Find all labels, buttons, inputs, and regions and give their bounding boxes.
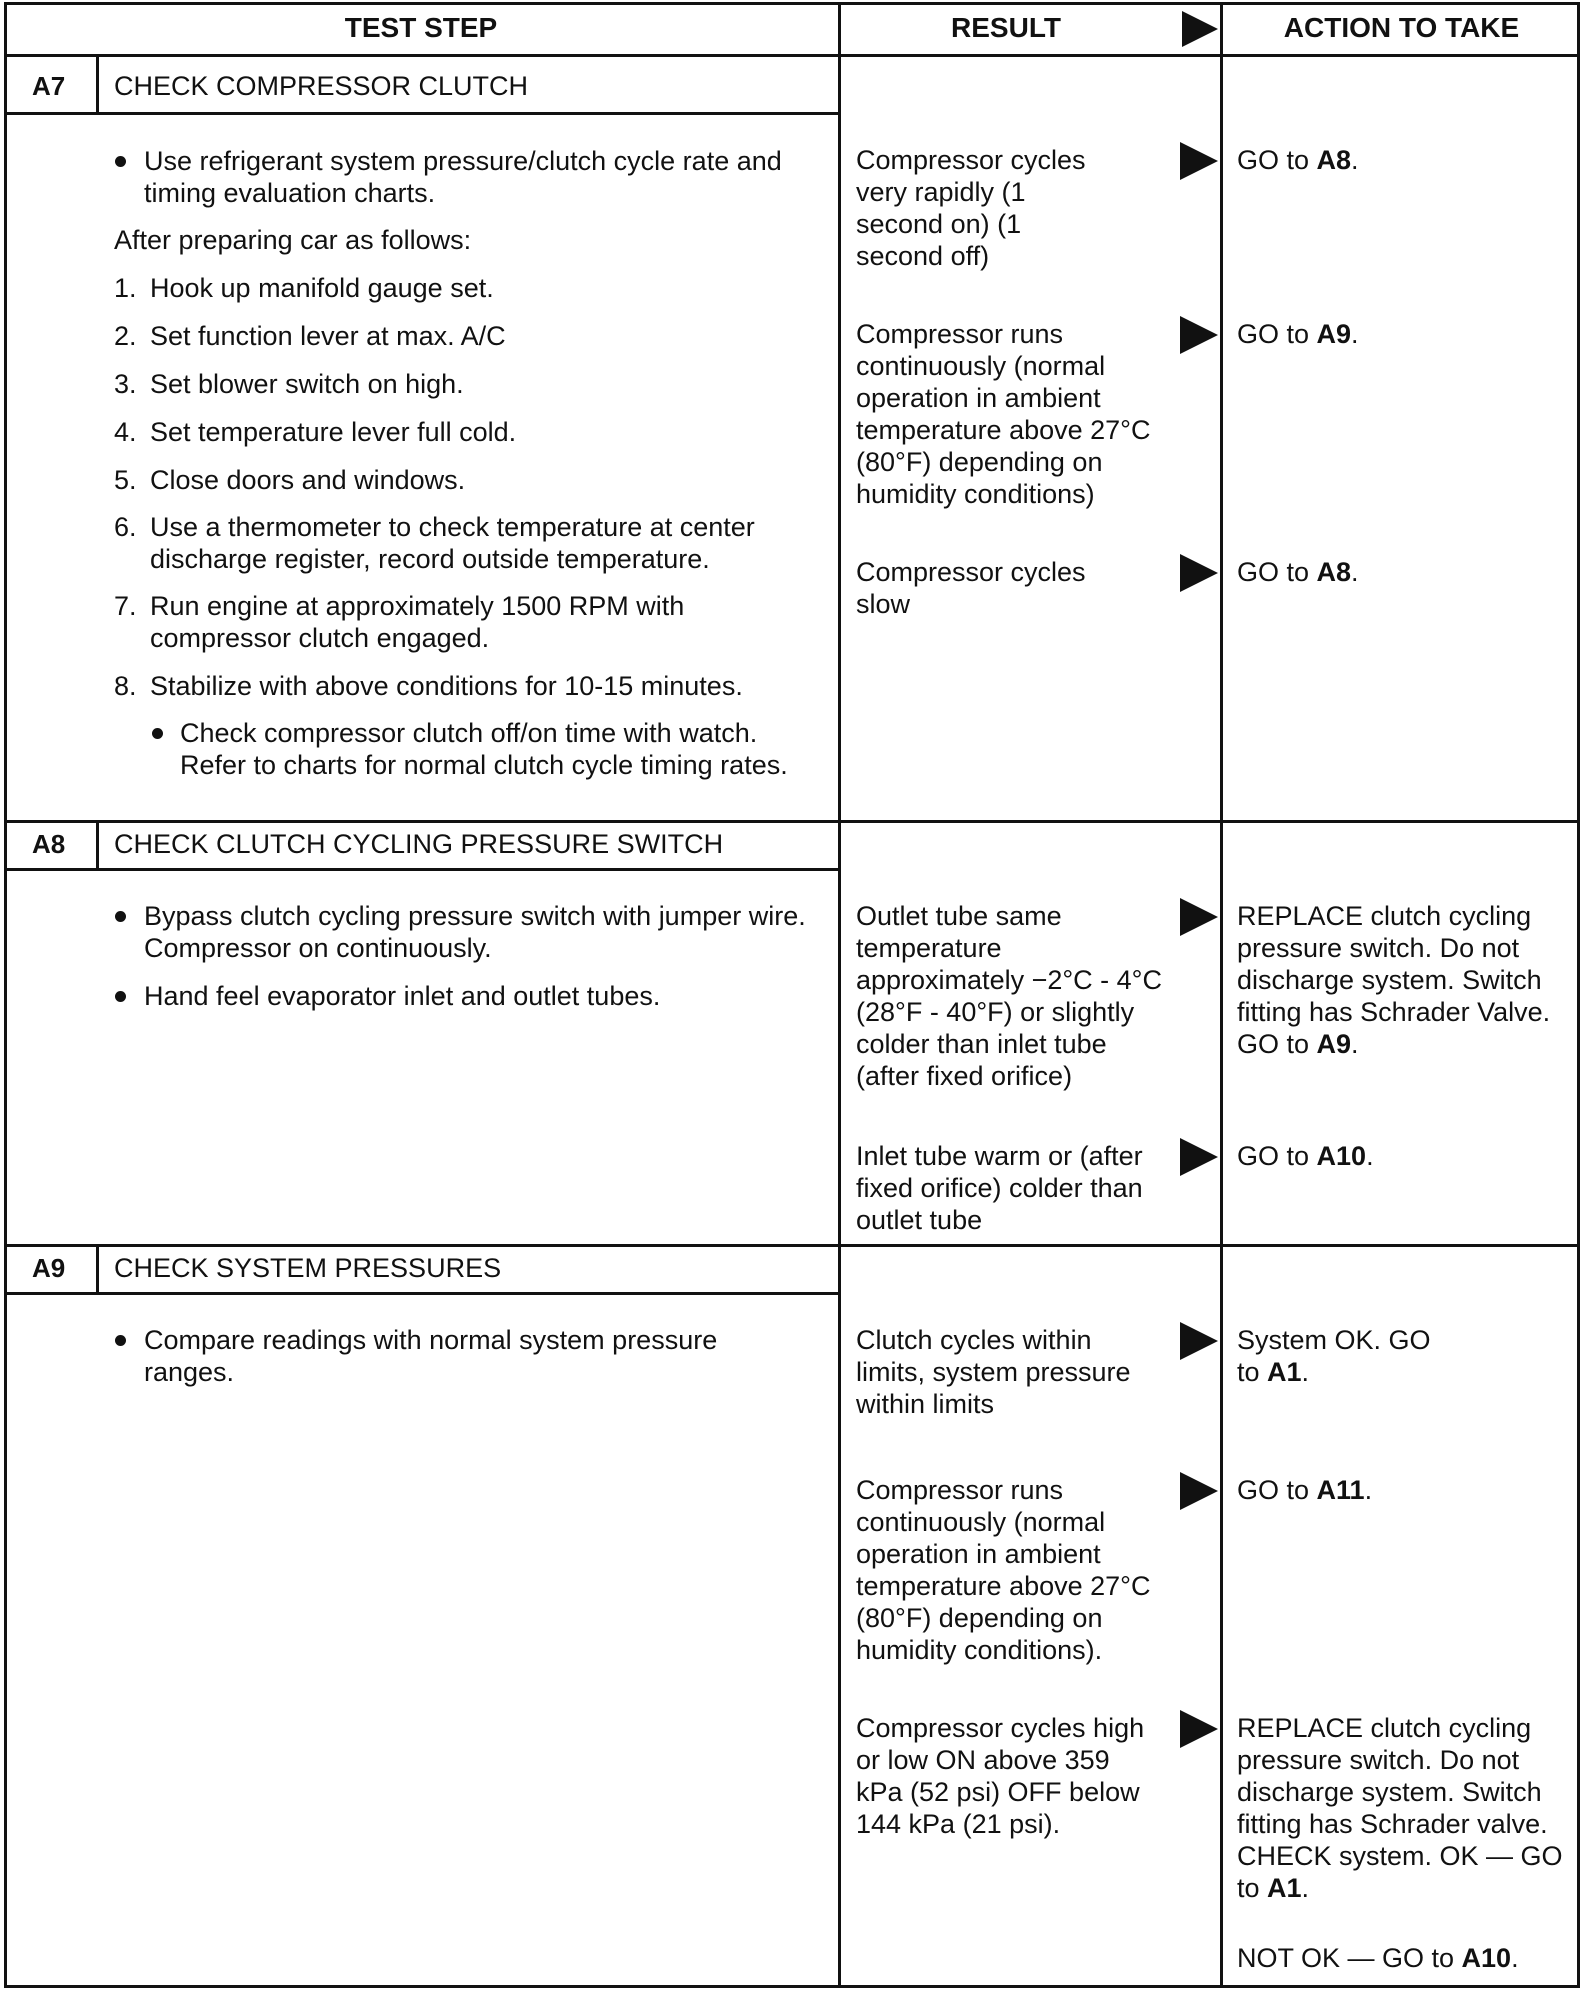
- a7-step-id: A7: [32, 71, 66, 101]
- a7-action-1: GO to A8.: [1237, 145, 1359, 175]
- a9-id-divider: [96, 1244, 99, 1292]
- a7-item-text: Stabilize with above conditions for 10-15 minutes.: [150, 671, 743, 701]
- a8-step-title: CHECK CLUTCH CYCLING PRESSURE SWITCH: [114, 829, 724, 859]
- a8-result-2: Inlet tube warm or (after fixed orifice) colder than outlet tube: [856, 1141, 1143, 1235]
- a7-bullet-text: Use refrigerant system pressure/clutch cycle rate and timing evaluation charts.: [144, 146, 782, 208]
- a7-id-divider: [96, 54, 99, 112]
- a9-title-line: [4, 1292, 838, 1295]
- a9-action-2: GO to A11.: [1237, 1475, 1373, 1505]
- result-arrow-icon: [1180, 554, 1218, 592]
- step-ref[interactable]: A1: [1267, 1357, 1302, 1387]
- section-divider-a9: [4, 1244, 1580, 1247]
- a7-item-text: Set blower switch on high.: [150, 369, 464, 399]
- a9-result-3: Compressor cycles high or low ON above 359 kPa (52 psi) OFF below 144 kPa (21 psi).: [856, 1713, 1145, 1839]
- a8-action-2: GO to A10.: [1237, 1141, 1374, 1171]
- header-test-step: TEST STEP: [344, 12, 498, 43]
- header-arrow-icon: [1182, 11, 1218, 47]
- a7-item-text: Use a thermometer to check temperature at center discharge register, record outside temperature.: [150, 512, 755, 574]
- column-divider-action: [1220, 2, 1223, 1988]
- step-ref[interactable]: A10: [1461, 1943, 1512, 1973]
- step-ref[interactable]: A1: [1267, 1873, 1302, 1903]
- a9-step-id: A9: [32, 1253, 66, 1283]
- bullet-icon: [115, 991, 126, 1002]
- a7-item-num: 5.: [114, 465, 137, 495]
- a9-action-3: REPLACE clutch cycling pressure switch. Do not discharge system. Switch fitting has Schrader valve. CHECK system. OK — GO to A1.: [1237, 1713, 1563, 1903]
- a7-action-2: GO to A9.: [1237, 319, 1359, 349]
- a9-action-1: System OK. GO to A1.: [1237, 1325, 1431, 1387]
- bullet-icon: [115, 156, 126, 167]
- step-ref[interactable]: A8: [1316, 145, 1352, 175]
- a7-item-num: 7.: [114, 591, 137, 621]
- a7-step-title: CHECK COMPRESSOR CLUTCH: [114, 71, 529, 101]
- a7-item-num: 6.: [114, 512, 137, 542]
- result-arrow-icon: [1180, 142, 1218, 180]
- result-arrow-icon: [1180, 1472, 1218, 1510]
- a7-item-text: Run engine at approximately 1500 RPM with compressor clutch engaged.: [150, 591, 685, 653]
- a8-result-1: Outlet tube same temperature approximately −2°C - 4°C (28°F - 40°F) or slightly colder than inlet tube (after fixed orifice): [856, 901, 1162, 1091]
- a7-intro-text: After preparing car as follows:: [114, 225, 472, 255]
- step-ref[interactable]: A9: [1316, 319, 1352, 349]
- a9-result-1: Clutch cycles within limits, system pressure within limits: [856, 1325, 1131, 1419]
- a8-title-line: [4, 868, 838, 871]
- header-result: RESULT: [951, 12, 1061, 43]
- a7-item-num: 1.: [114, 273, 137, 303]
- a9-result-2: Compressor runs continuously (normal operation in ambient temperature above 27°C (80°F) depending on humidity conditions).: [856, 1475, 1151, 1665]
- a7-item-text: Set function lever at max. A/C: [150, 321, 506, 351]
- result-arrow-icon: [1180, 1138, 1218, 1176]
- a9-step-title: CHECK SYSTEM PRESSURES: [114, 1253, 502, 1283]
- result-arrow-icon: [1180, 1322, 1218, 1360]
- step-ref[interactable]: A10: [1316, 1141, 1367, 1171]
- a7-item-text: Set temperature lever full cold.: [150, 417, 517, 447]
- a7-item-text: Hook up manifold gauge set.: [150, 273, 494, 303]
- a9-action-3b: NOT OK — GO to A10.: [1237, 1943, 1519, 1973]
- a7-result-3: Compressor cycles slow: [856, 557, 1086, 619]
- section-divider-a8: [4, 820, 1580, 823]
- bullet-icon: [115, 1335, 126, 1346]
- step-ref[interactable]: A8: [1316, 557, 1352, 587]
- a7-item-num: 4.: [114, 417, 137, 447]
- step-ref[interactable]: A9: [1316, 1029, 1352, 1059]
- step-ref[interactable]: A11: [1316, 1475, 1365, 1505]
- bullet-icon: [115, 911, 126, 922]
- a8-id-divider: [96, 820, 99, 868]
- a7-result-2: Compressor runs continuously (normal operation in ambient temperature above 27°C (80°F) depending on humidity conditions): [856, 319, 1151, 509]
- a8-step-id: A8: [32, 829, 66, 859]
- bullet-icon: [152, 728, 163, 739]
- a7-sub-bullet-text: Check compressor clutch off/on time with watch. Refer to charts for normal clutch cycle timing rates.: [180, 718, 788, 780]
- a7-result-1: Compressor cycles very rapidly (1 second on) (1 second off): [856, 145, 1086, 271]
- header-divider: [4, 54, 1580, 57]
- a7-item-num: 2.: [114, 321, 137, 351]
- result-arrow-icon: [1180, 316, 1218, 354]
- result-arrow-icon: [1180, 1710, 1218, 1748]
- a7-item-text: Close doors and windows.: [150, 465, 466, 495]
- column-divider-result: [838, 2, 841, 1988]
- a7-action-3: GO to A8.: [1237, 557, 1359, 587]
- a8-action-1: REPLACE clutch cycling pressure switch. Do not discharge system. Switch fitting has Schrader Valve. GO to A9.: [1237, 901, 1551, 1059]
- a7-item-num: 8.: [114, 671, 137, 701]
- a7-item-num: 3.: [114, 369, 137, 399]
- a9-bullet-1: Compare readings with normal system pressure ranges.: [144, 1325, 718, 1387]
- header-action: ACTION TO TAKE: [1283, 12, 1520, 43]
- result-arrow-icon: [1180, 898, 1218, 936]
- a8-bullet-1: Bypass clutch cycling pressure switch with jumper wire. Compressor on continuously.: [144, 901, 806, 963]
- a8-bullet-2: Hand feel evaporator inlet and outlet tubes.: [144, 981, 661, 1011]
- a7-title-line: [4, 112, 838, 115]
